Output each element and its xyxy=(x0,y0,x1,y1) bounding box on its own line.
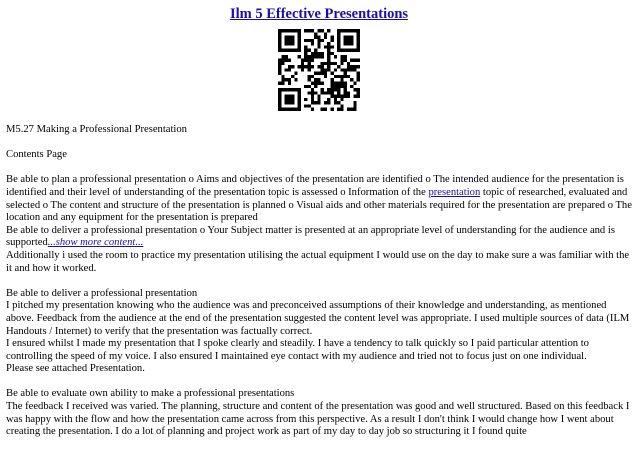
attachment-note: Please see attached Presentation. xyxy=(6,363,145,375)
practice-paragraph: Additionally i used the room to practice my presentation utilising the actual equipment I would use on the day to make sure a was familiar with the it and how it worked. xyxy=(6,249,630,274)
section-heading-evaluate: Be able to evaluate own ability to make a professional presentations xyxy=(6,388,295,400)
unit-title: M5.27 Making a Professional Presentation xyxy=(6,124,187,135)
plan-text-start: Be able to plan a professional presentation o Aims and objectives of the presentation are identified o The intended audience for the presentation is identified and their level of understanding of the presentation topic is assessed o Information of the xyxy=(6,174,624,198)
qr-code xyxy=(278,29,360,111)
plan-text-end: topic of researched, evaluated and selected o The content and structure of the presentation is planned o Visual aids and other materials required for the presentation are prepared o The location and any equipment for the presentation is prepared xyxy=(6,186,632,224)
plan-paragraph xyxy=(6,174,632,224)
presentation-link[interactable]: presentation xyxy=(428,186,481,198)
document-body xyxy=(6,124,632,439)
pitch-paragraph: I pitched my presentation knowing who the audience was and preconceived assumptions of their knowledge and understanding, as mentioned above. Feedback from the audience at the end of the presentation suggested the content level was appropriate. I used multiple sources of data (ILM Handouts / Internet) to verify that the presentation was factually correct. xyxy=(6,300,630,337)
feedback-paragraph: The feedback I received was varied. The planning, structure and content of the presentation was good and well structured. Based on this feedback I was happy with the flow and how the presentation came across from this perspective. As a result I don't think I would change how I went about creating the presentation. I do a lot of planning and project work as part of my day to day job so structuring it I found quite xyxy=(6,401,630,438)
show-more-link[interactable]: ...show more content... xyxy=(47,237,144,249)
deliver-paragraph xyxy=(6,225,632,250)
document-title-link[interactable]: Ilm 5 Effective Presentations xyxy=(229,6,409,22)
speech-paragraph: I ensured whilst I made my presentation that I spoke clearly and steadily. I have a tendency to talk quickly so I paid particular attention to controlling the speed of my voice. I also ensured I maintained eye contact with my audience and tried not to focus just on one individual. xyxy=(6,338,589,362)
section-heading-deliver: Be able to deliver a professional presentation xyxy=(6,287,198,299)
contents-label: Contents Page xyxy=(6,149,67,161)
deliver-text: Be able to deliver a professional presentation o Your Subject matter is presented at an appropriate level of understanding for the audience and is supported xyxy=(6,224,615,249)
